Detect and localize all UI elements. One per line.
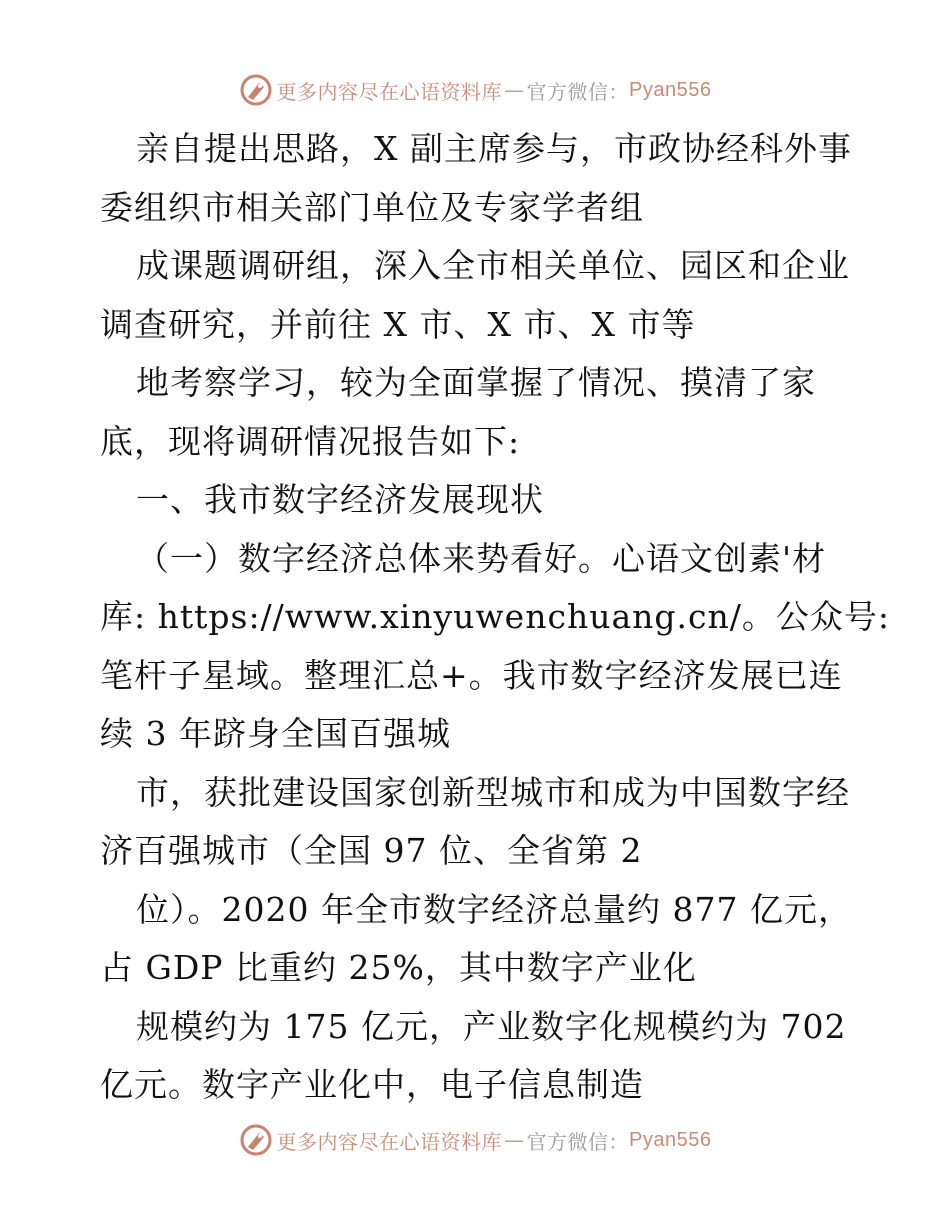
subsection-heading-line: （一）数字经济总体来势看好。心语文创素'材 <box>136 538 827 578</box>
document-body <box>100 120 890 1115</box>
watermark-wechat-label: 官方微信： <box>526 79 630 104</box>
paragraph-line: 库: https://www.xinyuwenchuang.cn/。公众号: <box>100 597 890 636</box>
paragraph-line: 调查研究，并前往 X 市、X 市、X 市等 <box>100 304 696 344</box>
paragraph-line: 亿元。数字产业化中，电子信息制造 <box>100 1065 644 1104</box>
watermark-wechat-label: 官方微信： <box>526 1129 630 1154</box>
paragraph-line: 市，获批建设国家创新型城市和成为中国数字经 <box>136 772 850 812</box>
watermark-wechat-handle: Pyan556 <box>629 78 712 101</box>
watermark-dash: — <box>504 78 525 102</box>
paragraph-line: 亲自提出思路，X 副主席参与，市政协经科外事 <box>136 129 852 168</box>
paragraph-line: 笔杆子星域。整理汇总+。我市数字经济发展已连 <box>100 655 843 695</box>
paragraph-line: 位）。2020 年全市数字经济总量约 877 亿元， <box>136 889 852 929</box>
paragraph-line: 成课题调研组，深入全市相关单位、园区和企业 <box>136 246 850 285</box>
paragraph-line: 济百强城市（全国 97 位、全省第 2 <box>100 831 643 870</box>
paragraph-line: 续 3 年跻身全国百强城 <box>100 714 451 753</box>
paragraph-line: 地考察学习，较为全面掌握了情况、摸清了家 <box>136 363 816 402</box>
watermark-dash: — <box>504 1128 525 1152</box>
pen-nib-logo-icon <box>239 73 273 107</box>
paragraph-line: 占 GDP 比重约 25%，其中数字产业化 <box>100 948 697 987</box>
header-watermark-banner <box>0 70 950 110</box>
watermark-prefix: 更多内容尽在心语资料库 <box>276 1129 503 1154</box>
footer-watermark-banner <box>0 1120 950 1160</box>
pen-nib-logo-icon <box>239 1123 273 1157</box>
paragraph-line: 规模约为 175 亿元，产业数字化规模约为 702 <box>136 1006 847 1046</box>
watermark-prefix: 更多内容尽在心语资料库 <box>276 79 503 104</box>
paragraph-line: 委组织市相关部门单位及专家学者组 <box>100 187 644 227</box>
watermark-wechat-handle: Pyan556 <box>629 1128 712 1151</box>
section-heading: 一、我市数字经济发展现状 <box>136 480 544 519</box>
paragraph-line: 底，现将调研情况报告如下: <box>100 421 521 461</box>
